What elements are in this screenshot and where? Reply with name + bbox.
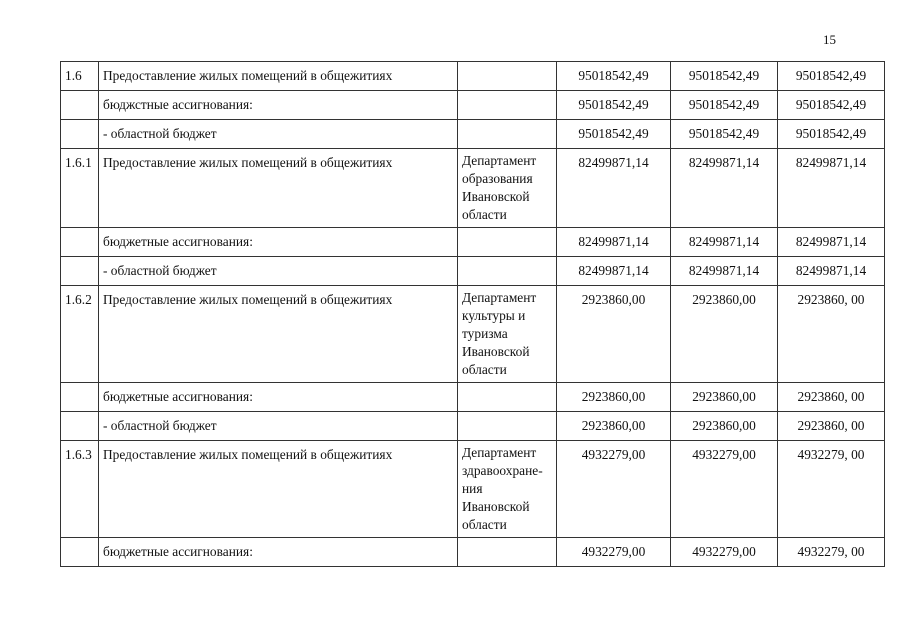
- row-value-cell: 95018542,49: [778, 62, 885, 91]
- row-name-cell: бюджетные ассигнования:: [99, 383, 458, 412]
- row-code-cell: [61, 120, 99, 149]
- row-value-cell: 2923860, 00: [778, 412, 885, 441]
- executor-line: области: [462, 517, 507, 532]
- row-executor-cell: [458, 149, 557, 228]
- row-value-cell: 82499871,14: [671, 149, 778, 228]
- row-value-cell: 82499871,14: [671, 228, 778, 257]
- executor-line: Ивановской: [462, 499, 530, 514]
- row-value-cell: 2923860,00: [557, 412, 671, 441]
- table-row: [61, 91, 885, 120]
- row-executor-cell: [458, 441, 557, 538]
- table-row: [61, 538, 885, 567]
- row-value-cell: 2923860,00: [671, 383, 778, 412]
- table-row: [61, 383, 885, 412]
- row-value-cell: 82499871,14: [557, 228, 671, 257]
- row-value-cell: 4932279, 00: [778, 441, 885, 538]
- row-value-cell: 4932279,00: [671, 538, 778, 567]
- row-value-cell: 95018542,49: [778, 120, 885, 149]
- row-value-cell: 2923860, 00: [778, 286, 885, 383]
- table-row: [61, 62, 885, 91]
- executor-line: Департамент: [462, 290, 537, 305]
- row-executor-cell: [458, 91, 557, 120]
- row-name-cell: - областной бюджет: [99, 257, 458, 286]
- row-code-cell: [61, 412, 99, 441]
- table-row: [61, 441, 885, 538]
- row-value-cell: 2923860,00: [557, 383, 671, 412]
- row-executor-cell: [458, 286, 557, 383]
- row-value-cell: 4932279,00: [557, 538, 671, 567]
- row-value-cell: 4932279, 00: [778, 538, 885, 567]
- table-row: [61, 149, 885, 228]
- row-executor-cell: [458, 412, 557, 441]
- row-name-cell: Предоставление жилых помещений в общежитиях: [99, 62, 458, 91]
- row-value-cell: 95018542,49: [557, 91, 671, 120]
- row-value-cell: 82499871,14: [557, 257, 671, 286]
- row-value-cell: 82499871,14: [778, 257, 885, 286]
- executor-line: Департамент: [462, 153, 537, 168]
- row-value-cell: 4932279,00: [557, 441, 671, 538]
- row-code-cell: [61, 383, 99, 412]
- executor-line: ния: [462, 481, 483, 496]
- row-executor-cell: [458, 62, 557, 91]
- executor-line: Ивановской: [462, 189, 530, 204]
- row-value-cell: 2923860,00: [671, 286, 778, 383]
- row-executor-cell: [458, 120, 557, 149]
- row-value-cell: 4932279,00: [671, 441, 778, 538]
- row-value-cell: 2923860, 00: [778, 383, 885, 412]
- executor-line: Департамент: [462, 445, 537, 460]
- row-value-cell: 2923860,00: [671, 412, 778, 441]
- row-value-cell: 82499871,14: [557, 149, 671, 228]
- executor-line: Ивановской: [462, 344, 530, 359]
- row-value-cell: 95018542,49: [671, 120, 778, 149]
- row-name-cell: Предоставление жилых помещений в общежитиях: [99, 149, 458, 228]
- row-code-cell: 1.6: [61, 62, 99, 91]
- row-name-cell: бюджетные ассигнования:: [99, 228, 458, 257]
- budget-table: [60, 61, 885, 567]
- row-name-cell: - областной бюджет: [99, 120, 458, 149]
- row-name-cell: Предоставление жилых помещений в общежитиях: [99, 441, 458, 538]
- table-row: [61, 228, 885, 257]
- table-row: [61, 257, 885, 286]
- row-code-cell: [61, 228, 99, 257]
- row-value-cell: 95018542,49: [778, 91, 885, 120]
- executor-line: области: [462, 362, 507, 377]
- table-row: [61, 286, 885, 383]
- row-code-cell: 1.6.1: [61, 149, 99, 228]
- row-name-cell: Предоставление жилых помещений в общежитиях: [99, 286, 458, 383]
- row-value-cell: 95018542,49: [671, 62, 778, 91]
- row-code-cell: 1.6.2: [61, 286, 99, 383]
- row-code-cell: [61, 91, 99, 120]
- row-code-cell: [61, 538, 99, 567]
- row-name-cell: бюджстные ассигнования:: [99, 91, 458, 120]
- row-value-cell: 95018542,49: [671, 91, 778, 120]
- row-code-cell: [61, 257, 99, 286]
- table-row: [61, 120, 885, 149]
- executor-line: образования: [462, 171, 533, 186]
- row-name-cell: - областной бюджет: [99, 412, 458, 441]
- row-value-cell: 82499871,14: [778, 228, 885, 257]
- row-value-cell: 95018542,49: [557, 62, 671, 91]
- row-value-cell: 2923860,00: [557, 286, 671, 383]
- row-value-cell: 95018542,49: [557, 120, 671, 149]
- executor-line: области: [462, 207, 507, 222]
- executor-line: здравоохране-: [462, 463, 543, 478]
- row-value-cell: 82499871,14: [671, 257, 778, 286]
- table-row: [61, 412, 885, 441]
- row-executor-cell: [458, 383, 557, 412]
- row-executor-cell: [458, 257, 557, 286]
- executor-line: туризма: [462, 326, 508, 341]
- executor-line: культуры и: [462, 308, 526, 323]
- page-number: 15: [823, 32, 836, 47]
- row-executor-cell: [458, 228, 557, 257]
- row-name-cell: бюджетные ассигнования:: [99, 538, 458, 567]
- row-executor-cell: [458, 538, 557, 567]
- row-code-cell: 1.6.3: [61, 441, 99, 538]
- row-value-cell: 82499871,14: [778, 149, 885, 228]
